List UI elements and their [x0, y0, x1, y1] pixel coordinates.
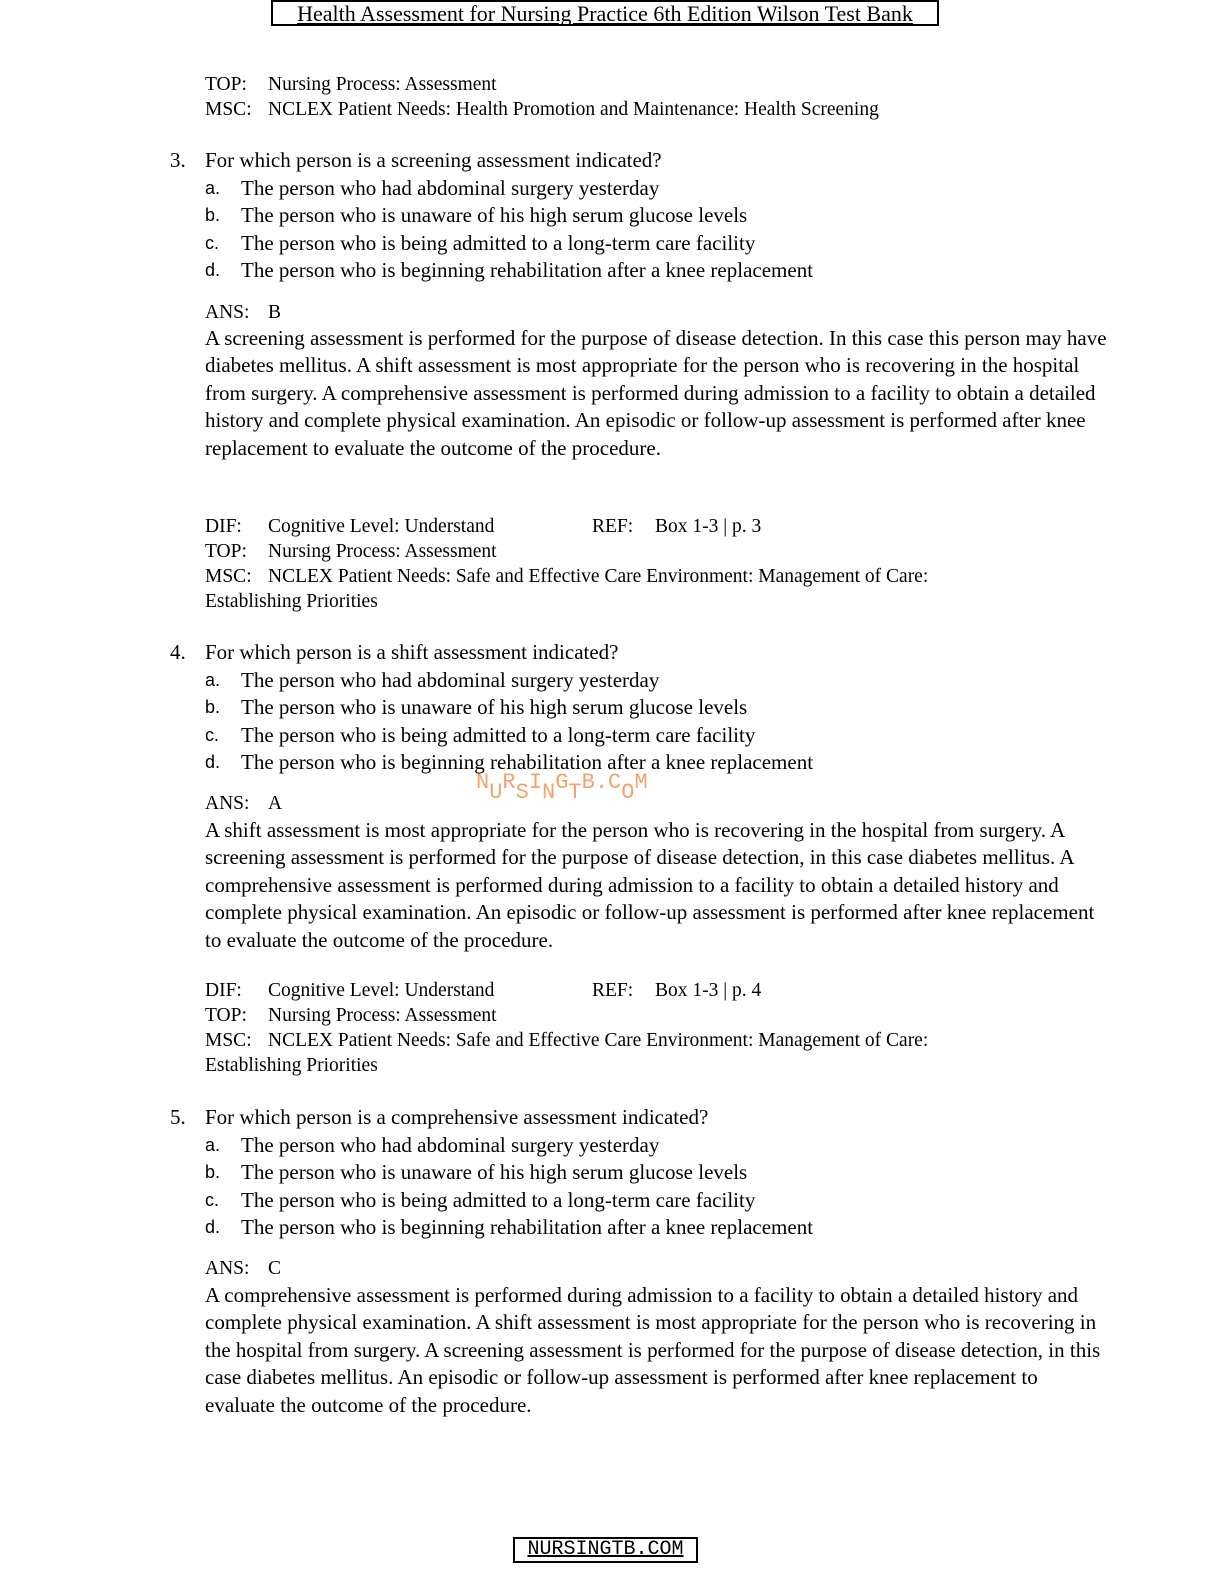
question-stem: For which person is a screening assessment indicated?	[205, 148, 662, 172]
rationale-text: A screening assessment is performed for the purpose of disease detection. In this case this person may have diabetes mellitus. A shift assessment is most appropriate for the person who is recovering in the hospital from surgery. A comprehensive assessment is performed during admission to a facility to obtain a detailed history and complete physical examination. An episodic or follow-up assessment is performed after knee replacement to evaluate the outcome of the procedure.	[205, 326, 1107, 460]
option-letter: b.	[205, 205, 221, 225]
meta-dif-label: DIF:	[205, 980, 242, 1001]
page-header-title: Health Assessment for Nursing Practice 6th Edition Wilson Test Bank	[271, 0, 939, 26]
answer-line	[205, 1256, 281, 1281]
option-letter: a.	[205, 178, 221, 198]
meta-dif-label: DIF:	[205, 516, 242, 537]
answer-value: C	[268, 1258, 282, 1279]
meta-msc-value: NCLEX Patient Needs: Safe and Effective Care Environment: Management of Care:	[268, 566, 929, 587]
footer-link[interactable]: NURSINGTB.COM	[513, 1537, 698, 1563]
meta-top-label: TOP:	[205, 74, 247, 95]
option-text: The person who is being admitted to a long-term care facility	[241, 231, 756, 255]
meta-top-label: TOP:	[205, 541, 247, 562]
watermark-letter: S	[515, 780, 529, 805]
watermark-letter: I	[528, 770, 543, 795]
answer-line	[205, 300, 281, 325]
option-text: The person who is unaware of his high serum glucose levels	[241, 203, 748, 227]
rationale-text: A shift assessment is most appropriate for the person who is recovering in the hospital from surgery. A screening assessment is performed for the purpose of disease detection, in this case diabetes mellitus. A comprehensive assessment is performed during admission to a facility to obtain a detailed history and complete physical examination. An episodic or follow-up assessment is performed after knee replacement to evaluate the outcome of the procedure.	[205, 818, 1095, 952]
rationale-text: A comprehensive assessment is performed during admission to a facility to obtain a detailed history and complete physical examination. A shift assessment is most appropriate for the person who is recovering in the hospital from surgery. A screening assessment is performed for the purpose of disease detection, in this case diabetes mellitus. An episodic or follow-up assessment is performed after knee replacement to evaluate the outcome of the procedure.	[205, 1283, 1101, 1417]
meta-dif-line	[205, 514, 494, 539]
question-number: 4.	[170, 640, 186, 664]
meta-ref-line	[592, 514, 761, 539]
watermark-letter: U	[489, 780, 503, 805]
question-number: 5.	[170, 1105, 186, 1129]
meta-msc-value: NCLEX Patient Needs: Health Promotion and Maintenance: Health Screening	[268, 99, 879, 120]
watermark-letter: .	[594, 770, 609, 795]
option-letter: c.	[205, 1190, 220, 1210]
watermark-letter: R	[502, 770, 516, 795]
watermark-letter: T	[568, 780, 582, 805]
option-text: The person who is being admitted to a long-term care facility	[241, 723, 756, 747]
option-text: The person who had abdominal surgery yesterday	[241, 176, 660, 200]
question-stem: For which person is a comprehensive assessment indicated?	[205, 1105, 709, 1129]
option-letter: c.	[205, 233, 220, 253]
meta-top-line	[205, 72, 497, 97]
meta-ref-label: REF:	[592, 516, 634, 537]
meta-msc-label: MSC:	[205, 1030, 252, 1051]
option-letter: a.	[205, 1135, 221, 1155]
option-letter: d.	[205, 752, 221, 772]
meta-top-value: Nursing Process: Assessment	[268, 541, 497, 562]
meta-top-value: Nursing Process: Assessment	[268, 1005, 497, 1026]
option-letter: d.	[205, 1217, 221, 1237]
option-text: The person who is beginning rehabilitation after a knee replacement	[241, 750, 814, 774]
watermark-text	[476, 770, 648, 805]
option-letter: d.	[205, 260, 221, 280]
answer-label: ANS:	[205, 1258, 250, 1279]
option-text: The person who is being admitted to a long-term care facility	[241, 1188, 756, 1212]
watermark-letter: C	[608, 770, 622, 795]
meta-ref-value: Box 1-3 | p. 4	[655, 980, 762, 1001]
meta-msc-continuation: Establishing Priorities	[205, 591, 378, 612]
meta-dif-line	[205, 978, 494, 1003]
meta-ref-label: REF:	[592, 980, 634, 1001]
watermark-letter: G	[555, 770, 569, 795]
answer-label: ANS:	[205, 793, 250, 814]
meta-msc-label: MSC:	[205, 566, 252, 587]
meta-top-value: Nursing Process: Assessment	[268, 74, 497, 95]
question-number: 3.	[170, 148, 186, 172]
meta-top-line	[205, 1003, 497, 1028]
watermark-letter: N	[542, 780, 556, 805]
watermark-letter: O	[621, 780, 635, 805]
watermark-letter: M	[634, 770, 648, 795]
answer-value: B	[268, 302, 282, 323]
answer-line	[205, 791, 282, 816]
meta-msc-line	[205, 564, 928, 589]
meta-ref-value: Box 1-3 | p. 3	[655, 516, 762, 537]
option-text: The person who is unaware of his high serum glucose levels	[241, 1160, 748, 1184]
answer-value: A	[268, 793, 283, 814]
meta-msc-line	[205, 1028, 928, 1053]
option-text: The person who is unaware of his high serum glucose levels	[241, 695, 748, 719]
option-letter: b.	[205, 697, 221, 717]
meta-dif-value: Cognitive Level: Understand	[268, 516, 495, 537]
option-text: The person who is beginning rehabilitation after a knee replacement	[241, 1215, 814, 1239]
answer-label: ANS:	[205, 302, 250, 323]
option-letter: c.	[205, 725, 220, 745]
option-letter: a.	[205, 670, 221, 690]
watermark-letter: N	[476, 770, 490, 795]
option-text: The person who is beginning rehabilitation after a knee replacement	[241, 258, 814, 282]
meta-msc-line	[205, 97, 879, 122]
question-stem: For which person is a shift assessment indicated?	[205, 640, 619, 664]
option-letter: b.	[205, 1162, 221, 1182]
option-text: The person who had abdominal surgery yesterday	[241, 668, 660, 692]
watermark-letter: B	[581, 770, 595, 795]
meta-msc-value: NCLEX Patient Needs: Safe and Effective Care Environment: Management of Care:	[268, 1030, 929, 1051]
meta-dif-value: Cognitive Level: Understand	[268, 980, 495, 1001]
option-text: The person who had abdominal surgery yesterday	[241, 1133, 660, 1157]
meta-top-line	[205, 539, 497, 564]
meta-msc-label: MSC:	[205, 99, 252, 120]
meta-top-label: TOP:	[205, 1005, 247, 1026]
meta-msc-continuation: Establishing Priorities	[205, 1055, 378, 1076]
meta-ref-line	[592, 978, 761, 1003]
